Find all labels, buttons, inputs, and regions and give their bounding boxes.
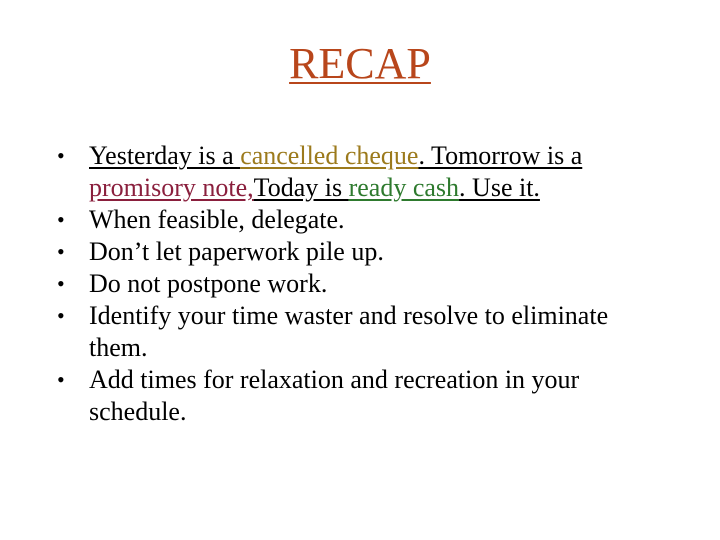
bullet1-text-use-it: . Use it. bbox=[459, 173, 540, 202]
bullet-dot-icon: • bbox=[57, 207, 65, 232]
bullet-text: Do not postpone work. bbox=[89, 269, 328, 298]
bullet-item bbox=[55, 236, 670, 268]
bullet1-text-yesterday: Yesterday is a bbox=[89, 141, 241, 170]
bullet1-text-today: Today is bbox=[253, 173, 349, 202]
bullet-list bbox=[55, 140, 670, 428]
bullet-item bbox=[55, 364, 670, 428]
slide-title: RECAP bbox=[289, 39, 431, 88]
bullet-text: Don’t let paperwork pile up. bbox=[89, 237, 384, 266]
bullet-item bbox=[55, 140, 670, 204]
bullet-item bbox=[55, 300, 670, 364]
bullet1-text-ready-cash: ready cash bbox=[348, 173, 460, 202]
bullet1-text-tomorrow: . Tomorrow is a bbox=[418, 141, 583, 170]
bullet-dot-icon: • bbox=[57, 239, 65, 264]
bullet-text: Add times for relaxation and recreation in your schedule. bbox=[89, 365, 580, 426]
bullet-text: When feasible, delegate. bbox=[89, 205, 345, 234]
bullet-dot-icon: • bbox=[57, 271, 65, 296]
bullet1-text-cancelled-cheque: cancelled cheque bbox=[240, 141, 419, 170]
bullet-text: Identify your time waster and resolve to eliminate them. bbox=[89, 301, 609, 362]
bullet-item bbox=[55, 204, 670, 236]
bullet-dot-icon: • bbox=[57, 367, 65, 392]
bullet-dot-icon: • bbox=[57, 303, 65, 328]
bullet1-text-promissory-note: promisory note, bbox=[89, 173, 254, 202]
bullet-dot-icon: • bbox=[57, 143, 65, 168]
bullet-item bbox=[55, 268, 670, 300]
